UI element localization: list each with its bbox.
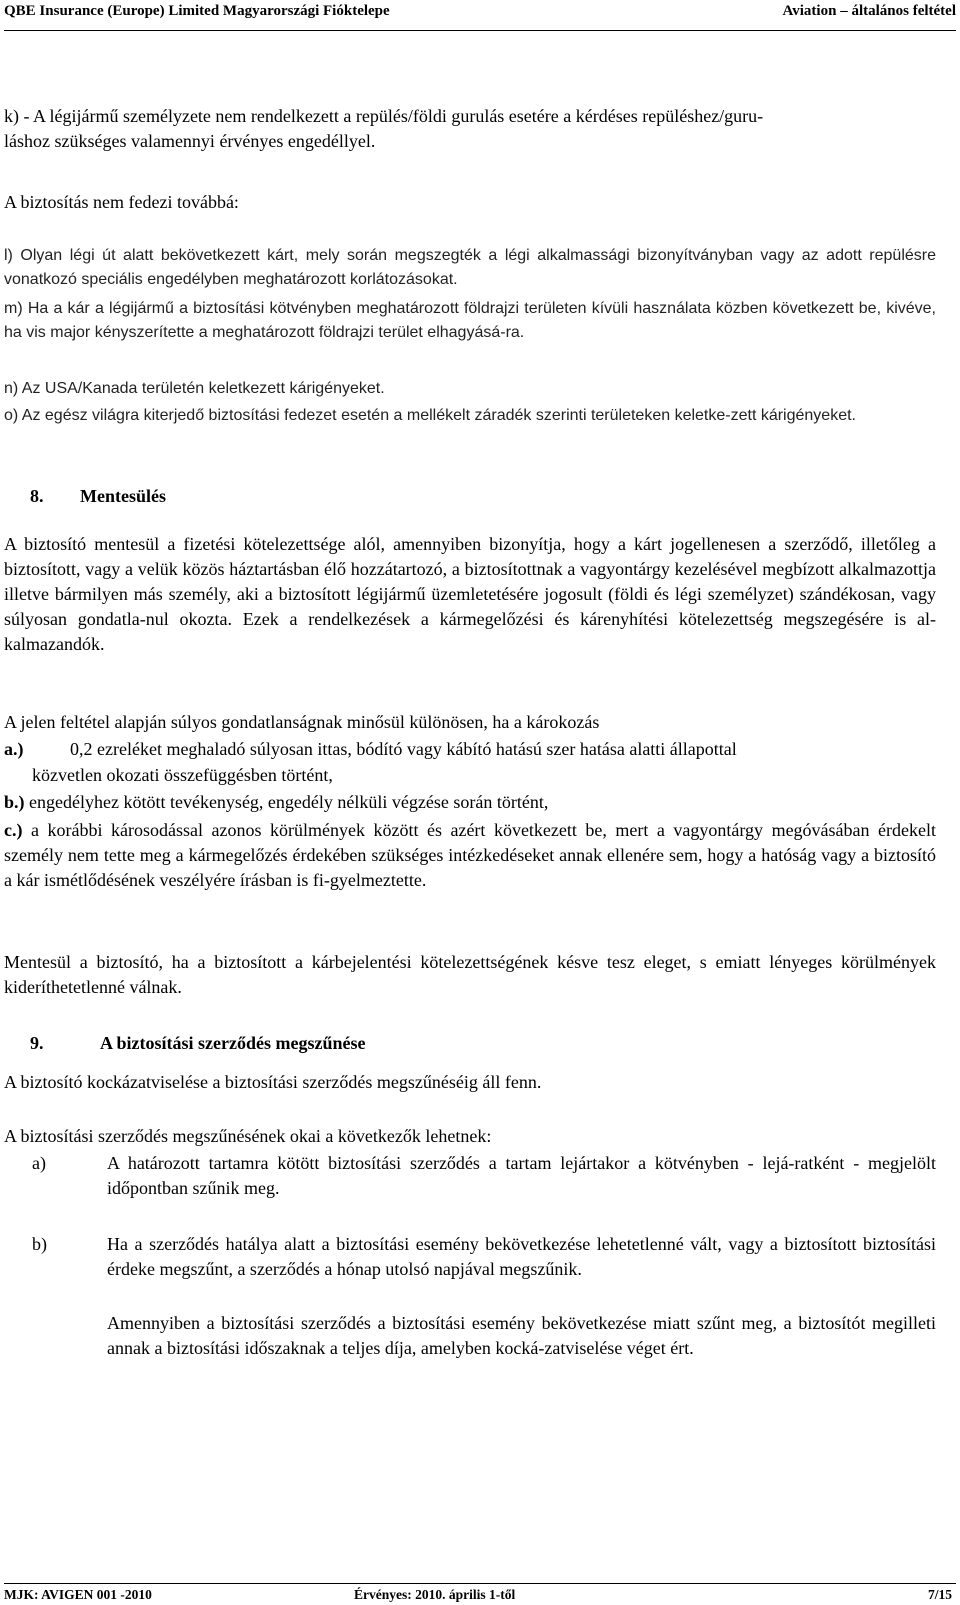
gross-negligence-intro: A jelen feltétel alapján súlyos gondatlanságnak minősül különösen, ha a károkozás bbox=[4, 712, 600, 732]
item-b bbox=[4, 790, 936, 815]
clause-k bbox=[4, 104, 936, 154]
late-notification-paragraph: Mentesül a biztosító, ha a biztosított a kárbejelentési kötelezettségének késve tesz eleget, s emiatt lényeges körülmények kideríthetetlenné válnak. bbox=[4, 952, 936, 997]
reason-a-text: A határozott tartamra kötött biztosítási szerződés a tartam lejártakor a kötvényben - lejá-ratként - megjelölt időpontban szűnik meg. bbox=[107, 1153, 936, 1198]
clause-k-line2: láshoz szükséges valamennyi érvényes engedéllyel. bbox=[4, 131, 376, 151]
termination-reasons-intro: A biztosítási szerződés megszűnésének okai a következők lehetnek: bbox=[4, 1126, 492, 1146]
exemption-paragraph: A biztosító mentesül a fizetési kötelezettsége alól, amennyiben bizonyítja, hogy a kárt jogellenesen a szerződő, illetőleg a biztosított, vagy a velük közös háztartásban élő hozzátartozó, a biztosítottnak a vagyontárgy kezelésével megbízott alkalmazottja illetve bármilyen más személy, aki a biztosított légijármű üzemletetésére jogosult (földi és légi személyzet) szándékosan, vagy súlyosan gondatla-nul okozta. Ezek a rendelkezések a kármegelőzési és kárenyhítési kötelezettség megszegésére is al-kalmazandók. bbox=[4, 534, 936, 654]
page-footer bbox=[4, 1583, 956, 1605]
footer-validity: Érvényes: 2010. április 1-től bbox=[354, 1587, 516, 1602]
footer-page-number: 7/15 bbox=[927, 1587, 952, 1602]
section-9-heading bbox=[4, 1031, 936, 1056]
clause-n: n) Az USA/Kanada területén keletkezett kárigényeket. bbox=[4, 380, 385, 397]
section-9-title: A biztosítási szerződés megszűnése bbox=[100, 1033, 366, 1053]
item-b-text: engedélyhez kötött tevékenység, engedély nélküli végzése során történt, bbox=[29, 792, 549, 812]
clause-l: l) Olyan légi út alatt bekövetkezett kárt, mely során megszegték a légi alkalmassági bizonyítványban vagy az adott repülésre vonatkozó speciális engedélyben meghatározott korlátozásokat. bbox=[4, 247, 936, 288]
item-c bbox=[4, 818, 936, 893]
item-b-label: b.) bbox=[4, 792, 25, 812]
header-document-type: Aviation – általános feltétel bbox=[782, 3, 956, 19]
item-a-label: a.) bbox=[4, 739, 24, 759]
exclusions-intro: A biztosítás nem fedezi továbbá: bbox=[4, 192, 239, 212]
reason-b-text: Ha a szerződés hatálya alatt a biztosítási esemény bekövetkezése lehetetlenné vált, vagy a biztosított biztosítási érdeke megszűnt, a szerződés a hónap utolsó napjával megszűnik. bbox=[107, 1234, 936, 1279]
premium-entitlement-paragraph: Amennyiben a biztosítási szerződés a biztosítási esemény bekövetkezése miatt szűnt meg, a biztosítót megilleti annak a biztosítási időszaknak a teljes díja, amelyben kocká-zatviselése véget ért. bbox=[107, 1313, 936, 1358]
page-header bbox=[4, 0, 956, 31]
item-a-text: 0,2 ezreléket meghaladó súlyosan ittas, bódító vagy kábító hatású szer hatása alatti állapottal bbox=[70, 739, 737, 759]
section-8-title: Mentesülés bbox=[80, 486, 166, 506]
section-8-heading bbox=[4, 484, 936, 509]
item-a-text-cont: közvetlen okozati összefüggésben történt, bbox=[32, 765, 333, 785]
section-8-number: 8. bbox=[30, 486, 44, 506]
header-company: QBE Insurance (Europe) Limited Magyarországi Fióktelepe bbox=[4, 3, 390, 19]
clause-m: m) Ha a kár a légijármű a biztosítási kötvényben meghatározott földrajzi területen kívüli használata közben következett be, kivéve, ha vis major kényszerítette a meghatározott földrajzi terület elhagyásá-ra. bbox=[4, 300, 936, 341]
reason-a-label: a) bbox=[32, 1153, 46, 1173]
item-c-text: a korábbi károsodással azonos körülmények között és azért következett be, mert a vagyontárgy megóvásában érdekelt személy nem tette meg a kármegelőzés érdekében szükséges intézkedéseket annak ellenére sem, hogy a hatóság vagy a biztosító a kár ismétlődésének veszélyére írásban is fi-gyelmeztette. bbox=[4, 820, 937, 890]
clause-k-line1: k) - A légijármű személyzete nem rendelkezett a repülés/földi gurulás esetére a kérdéses repüléshez/guru- bbox=[4, 106, 764, 126]
footer-document-code: MJK: AVIGEN 001 -2010 bbox=[4, 1587, 152, 1602]
item-c-label: c.) bbox=[4, 820, 23, 840]
section-9-number: 9. bbox=[30, 1033, 44, 1053]
clause-o: o) Az egész világra kiterjedő biztosítási fedezet esetén a mellékelt záradék szerinti területeken keletke-zett kárigényeket. bbox=[4, 407, 856, 424]
reason-b-label: b) bbox=[32, 1234, 47, 1254]
risk-coverage-paragraph: A biztosító kockázatviselése a biztosítási szerződés megszűnéséig áll fenn. bbox=[4, 1072, 542, 1092]
